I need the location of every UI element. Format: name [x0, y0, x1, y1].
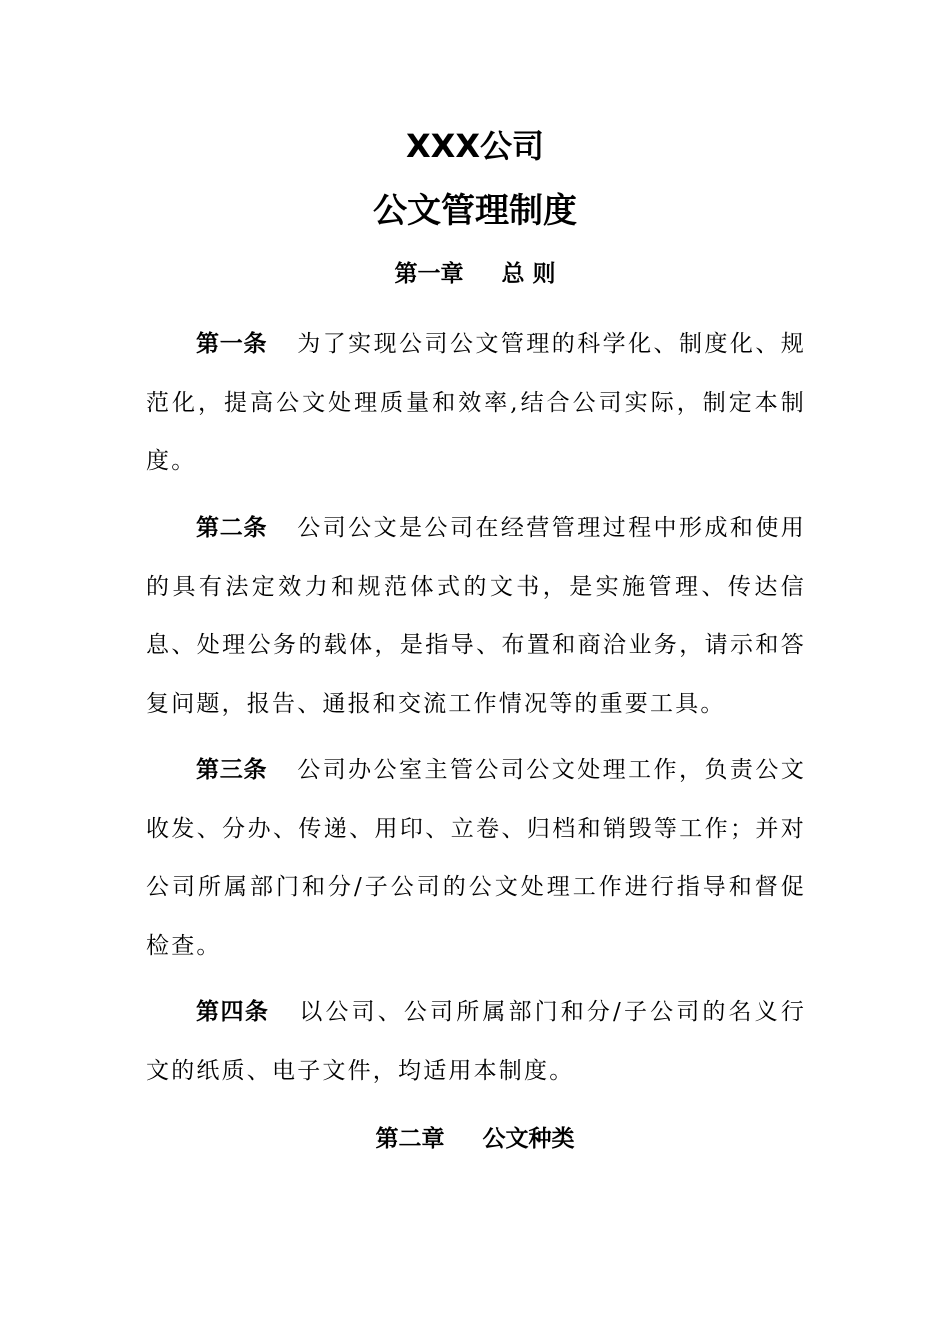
article-3-number: 第三条: [196, 757, 268, 783]
article-3-text: 公司办公室主管公司公文处理工作，负责公文收发、分办、传递、用印、立卷、归档和销毁等工作；并对公司所属部门和分/子公司的公文处理工作进行指导和督促检查。: [146, 757, 806, 959]
article-3: [146, 741, 806, 975]
chapter-1-heading: [0, 257, 950, 291]
chapter-2-heading: [0, 1122, 950, 1156]
chapter-1-number: 第一章: [394, 261, 464, 287]
chapter-2-name: 公文种类: [482, 1126, 575, 1152]
chapter-2-number: 第二章: [375, 1126, 445, 1152]
article-4-text: 以公司、公司所属部门和分/子公司的名义行文的纸质、电子文件，均适用本制度。: [146, 999, 807, 1084]
article-4-number: 第四条: [196, 999, 270, 1025]
chapter-1-name: 总 则: [501, 261, 556, 287]
article-1-text: 为了实现公司公文管理的科学化、制度化、规范化，提高公文处理质量和效率,结合公司实际，制定本制度。: [146, 331, 806, 474]
article-2: [146, 499, 806, 733]
company-title: XXX公司: [405, 127, 545, 165]
article-1-number: 第一条: [196, 331, 268, 357]
article-4: [146, 983, 806, 1100]
article-1: [146, 315, 806, 491]
document-title: 公文管理制度: [373, 191, 577, 231]
article-2-text: 公司公文是公司在经营管理过程中形成和使用的具有法定效力和规范体式的文书，是实施管理、传达信息、处理公务的载体，是指导、布置和商洽业务，请示和答复问题，报告、通报和交流工作情况等的重要工具。: [146, 515, 806, 717]
article-2-number: 第二条: [196, 515, 268, 541]
